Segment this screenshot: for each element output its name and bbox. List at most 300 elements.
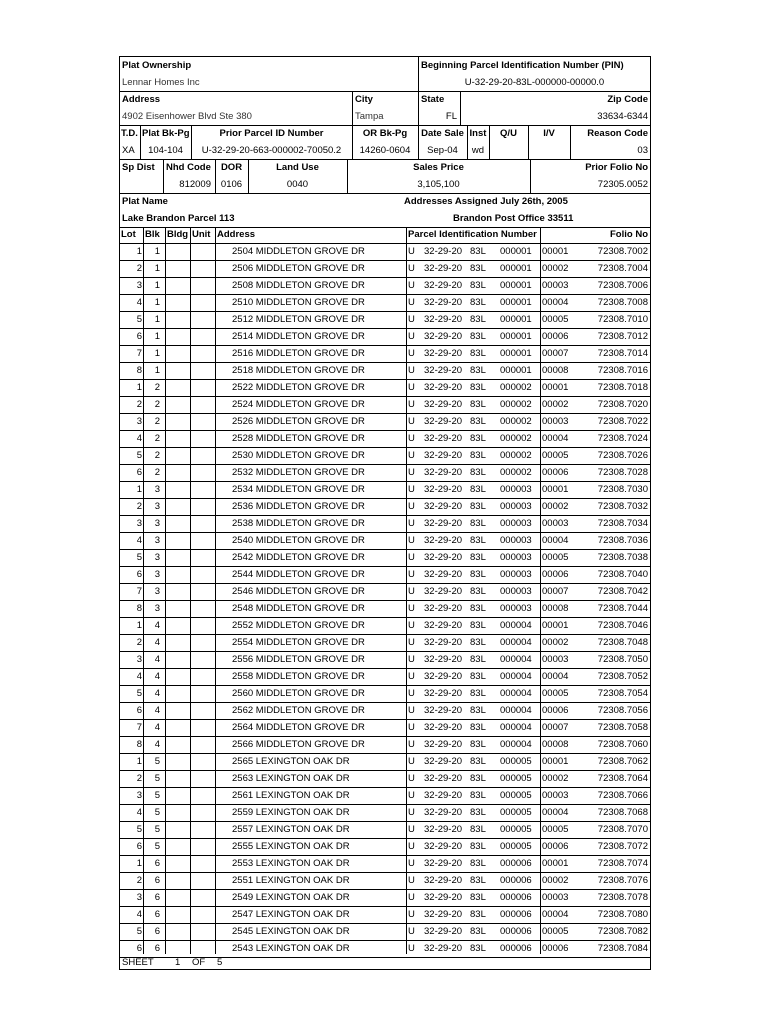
table-row	[120, 380, 650, 397]
cell-lot: 3	[136, 892, 142, 903]
cell-blk: 5	[154, 824, 160, 835]
sp-dist-label: Sp Dist	[122, 162, 155, 173]
cell-pin-u: U	[408, 348, 415, 359]
cell-folio: 72308.7084	[597, 943, 648, 954]
cell-pin-section: 32-29-20	[424, 382, 463, 393]
cell-pin-block: 000002	[500, 399, 532, 410]
cell-folio: 72308.7058	[597, 722, 648, 733]
cell-address: 2526 MIDDLETON GROVE DR	[232, 416, 365, 427]
cell-folio: 72308.7020	[597, 399, 648, 410]
cell-blk: 4	[154, 739, 160, 750]
col-blk: Blk	[145, 229, 160, 240]
cell-pin-section: 32-29-20	[424, 433, 463, 444]
cell-pin-u: U	[408, 263, 415, 274]
table-row	[120, 363, 650, 380]
cell-address: 2559 LEXINGTON OAK DR	[232, 807, 350, 818]
cell-pin-block: 000005	[500, 773, 532, 784]
cell-folio: 72308.7046	[597, 620, 648, 631]
sheet-number: 1	[175, 957, 181, 968]
plat-name-label: Plat Name	[122, 196, 168, 207]
cell-pin-u: U	[408, 433, 415, 444]
cell-pin-sub: 83L	[470, 382, 486, 393]
cell-pin-sub: 83L	[470, 450, 486, 461]
cell-pin-sub: 83L	[470, 824, 486, 835]
cell-pin-u: U	[408, 875, 415, 886]
cell-pin-block: 000003	[500, 501, 532, 512]
cell-pin-section: 32-29-20	[424, 246, 463, 257]
cell-pin-section: 32-29-20	[424, 484, 463, 495]
cell-pin-u: U	[408, 518, 415, 529]
cell-pin-u: U	[408, 671, 415, 682]
cell-address: 2554 MIDDLETON GROVE DR	[232, 637, 365, 648]
cell-pin-lot: 00003	[542, 654, 569, 665]
cell-pin-block: 000006	[500, 926, 532, 937]
col-address: Address	[217, 229, 256, 240]
table-row	[120, 635, 650, 652]
cell-address: 2518 MIDDLETON GROVE DR	[232, 365, 365, 376]
owner: Lennar Homes Inc	[122, 77, 200, 88]
table-row	[120, 533, 650, 550]
inst-label: Inst	[469, 128, 487, 139]
reason: 03	[637, 145, 648, 156]
cell-pin-block: 000001	[500, 365, 532, 376]
cell-pin-lot: 00005	[542, 926, 569, 937]
cell-pin-lot: 00003	[542, 518, 569, 529]
cell-pin-lot: 00005	[542, 824, 569, 835]
cell-pin-block: 000004	[500, 705, 532, 716]
cell-pin-block: 000004	[500, 620, 532, 631]
cell-pin-sub: 83L	[470, 773, 486, 784]
cell-blk: 1	[154, 246, 160, 257]
cell-folio: 72308.7076	[597, 875, 648, 886]
cell-pin-section: 32-29-20	[424, 467, 463, 478]
prior-parcel: U-32-29-20-663-000002-70050.2	[201, 145, 342, 156]
cell-pin-block: 000003	[500, 518, 532, 529]
cell-pin-u: U	[408, 909, 415, 920]
cell-address: 2530 MIDDLETON GROVE DR	[232, 450, 365, 461]
cell-address: 2556 MIDDLETON GROVE DR	[232, 654, 365, 665]
cell-pin-lot: 00004	[542, 807, 569, 818]
cell-blk: 3	[154, 535, 160, 546]
cell-lot: 5	[136, 926, 142, 937]
cell-pin-sub: 83L	[470, 858, 486, 869]
cell-folio: 72308.7006	[597, 280, 648, 291]
sales-price-label: Sales Price	[413, 162, 464, 173]
cell-address: 2538 MIDDLETON GROVE DR	[232, 518, 365, 529]
col-pin: Parcel Identification Number	[408, 229, 537, 240]
cell-pin-lot: 00004	[542, 909, 569, 920]
cell-address: 2504 MIDDLETON GROVE DR	[232, 246, 365, 257]
cell-lot: 3	[136, 654, 142, 665]
cell-pin-u: U	[408, 637, 415, 648]
cell-pin-section: 32-29-20	[424, 722, 463, 733]
cell-address: 2532 MIDDLETON GROVE DR	[232, 467, 365, 478]
cell-lot: 5	[136, 824, 142, 835]
nhd-label: Nhd Code	[166, 162, 211, 173]
city-label: City	[355, 94, 373, 105]
cell-pin-section: 32-29-20	[424, 688, 463, 699]
cell-pin-block: 000006	[500, 875, 532, 886]
cell-pin-section: 32-29-20	[424, 603, 463, 614]
cell-lot: 2	[136, 637, 142, 648]
cell-pin-u: U	[408, 807, 415, 818]
date-sale: Sep-04	[427, 145, 458, 156]
cell-address: 2545 LEXINGTON OAK DR	[232, 926, 350, 937]
cell-pin-block: 000004	[500, 688, 532, 699]
cell-pin-u: U	[408, 586, 415, 597]
table-row	[120, 737, 650, 754]
cell-folio: 72308.7016	[597, 365, 648, 376]
cell-folio: 72308.7042	[597, 586, 648, 597]
cell-pin-block: 000003	[500, 603, 532, 614]
cell-pin-lot: 00001	[542, 858, 569, 869]
cell-address: 2506 MIDDLETON GROVE DR	[232, 263, 365, 274]
cell-pin-block: 000001	[500, 348, 532, 359]
cell-folio: 72308.7066	[597, 790, 648, 801]
cell-pin-lot: 00004	[542, 433, 569, 444]
cell-pin-block: 000006	[500, 909, 532, 920]
td: XA	[122, 145, 135, 156]
cell-pin-block: 000002	[500, 467, 532, 478]
cell-blk: 1	[154, 331, 160, 342]
cell-blk: 6	[154, 858, 160, 869]
cell-pin-sub: 83L	[470, 314, 486, 325]
cell-pin-section: 32-29-20	[424, 569, 463, 580]
cell-lot: 3	[136, 518, 142, 529]
cell-lot: 6	[136, 705, 142, 716]
cell-folio: 72308.7062	[597, 756, 648, 767]
cell-pin-block: 000003	[500, 586, 532, 597]
cell-blk: 6	[154, 909, 160, 920]
cell-lot: 6	[136, 331, 142, 342]
cell-blk: 2	[154, 382, 160, 393]
zip: 33634-6344	[597, 111, 648, 122]
cell-blk: 2	[154, 416, 160, 427]
cell-blk: 4	[154, 688, 160, 699]
cell-blk: 1	[154, 314, 160, 325]
cell-folio: 72308.7082	[597, 926, 648, 937]
cell-pin-lot: 00008	[542, 365, 569, 376]
cell-pin-sub: 83L	[470, 603, 486, 614]
cell-pin-lot: 00004	[542, 297, 569, 308]
cell-pin-sub: 83L	[470, 518, 486, 529]
cell-pin-block: 000002	[500, 382, 532, 393]
cell-lot: 5	[136, 450, 142, 461]
cell-pin-u: U	[408, 824, 415, 835]
cell-pin-block: 000004	[500, 722, 532, 733]
cell-lot: 5	[136, 688, 142, 699]
table-row	[120, 244, 650, 261]
cell-pin-lot: 00007	[542, 722, 569, 733]
cell-pin-section: 32-29-20	[424, 518, 463, 529]
cell-blk: 4	[154, 722, 160, 733]
cell-folio: 72308.7004	[597, 263, 648, 274]
cell-pin-sub: 83L	[470, 926, 486, 937]
cell-blk: 6	[154, 943, 160, 954]
table-row	[120, 907, 650, 924]
cell-pin-section: 32-29-20	[424, 790, 463, 801]
td-label: T.D.	[121, 128, 138, 139]
cell-pin-sub: 83L	[470, 688, 486, 699]
cell-pin-lot: 00006	[542, 943, 569, 954]
cell-pin-lot: 00003	[542, 892, 569, 903]
cell-pin-sub: 83L	[470, 705, 486, 716]
prior-parcel-label: Prior Parcel ID Number	[219, 128, 324, 139]
cell-pin-lot: 00001	[542, 620, 569, 631]
cell-pin-sub: 83L	[470, 348, 486, 359]
cell-lot: 8	[136, 739, 142, 750]
cell-lot: 7	[136, 348, 142, 359]
cell-pin-lot: 00002	[542, 637, 569, 648]
cell-lot: 1	[136, 858, 142, 869]
cell-pin-block: 000004	[500, 637, 532, 648]
cell-lot: 2	[136, 263, 142, 274]
table-row	[120, 397, 650, 414]
table-row	[120, 924, 650, 941]
cell-pin-u: U	[408, 739, 415, 750]
cell-pin-block: 000001	[500, 263, 532, 274]
cell-pin-sub: 83L	[470, 535, 486, 546]
cell-folio: 72308.7008	[597, 297, 648, 308]
cell-pin-section: 32-29-20	[424, 824, 463, 835]
cell-pin-u: U	[408, 688, 415, 699]
cell-folio: 72308.7036	[597, 535, 648, 546]
cell-address: 2516 MIDDLETON GROVE DR	[232, 348, 365, 359]
cell-address: 2540 MIDDLETON GROVE DR	[232, 535, 365, 546]
cell-blk: 1	[154, 280, 160, 291]
cell-pin-block: 000005	[500, 790, 532, 801]
cell-pin-lot: 00002	[542, 501, 569, 512]
table-row	[120, 652, 650, 669]
cell-folio: 72308.7024	[597, 433, 648, 444]
cell-pin-lot: 00002	[542, 773, 569, 784]
reason-label: Reason Code	[587, 128, 648, 139]
table-row	[120, 771, 650, 788]
cell-pin-u: U	[408, 331, 415, 342]
cell-pin-lot: 00001	[542, 246, 569, 257]
cell-blk: 3	[154, 552, 160, 563]
table-row	[120, 839, 650, 856]
cell-pin-section: 32-29-20	[424, 297, 463, 308]
cell-lot: 6	[136, 943, 142, 954]
cell-blk: 3	[154, 586, 160, 597]
cell-pin-u: U	[408, 790, 415, 801]
table-row	[120, 890, 650, 907]
cell-blk: 2	[154, 433, 160, 444]
sheet-label: SHEET	[122, 957, 154, 968]
cell-pin-lot: 00002	[542, 875, 569, 886]
cell-folio: 72308.7010	[597, 314, 648, 325]
cell-pin-section: 32-29-20	[424, 756, 463, 767]
cell-lot: 3	[136, 416, 142, 427]
cell-pin-u: U	[408, 297, 415, 308]
cell-blk: 3	[154, 484, 160, 495]
of-label: OF	[192, 957, 206, 968]
table-row	[120, 720, 650, 737]
cell-folio: 72308.7002	[597, 246, 648, 257]
cell-folio: 72308.7026	[597, 450, 648, 461]
cell-lot: 2	[136, 501, 142, 512]
cell-folio: 72308.7040	[597, 569, 648, 580]
cell-pin-block: 000002	[500, 450, 532, 461]
cell-pin-u: U	[408, 943, 415, 954]
table-row	[120, 516, 650, 533]
table-row	[120, 278, 650, 295]
cell-address: 2528 MIDDLETON GROVE DR	[232, 433, 365, 444]
cell-pin-lot: 00003	[542, 416, 569, 427]
cell-folio: 72308.7014	[597, 348, 648, 359]
cell-address: 2561 LEXINGTON OAK DR	[232, 790, 350, 801]
cell-pin-section: 32-29-20	[424, 654, 463, 665]
cell-pin-sub: 83L	[470, 722, 486, 733]
cell-blk: 3	[154, 603, 160, 614]
cell-address: 2508 MIDDLETON GROVE DR	[232, 280, 365, 291]
cell-pin-sub: 83L	[470, 892, 486, 903]
cell-pin-section: 32-29-20	[424, 501, 463, 512]
table-row	[120, 805, 650, 822]
col-folio: Folio No	[610, 229, 648, 240]
table-row	[120, 499, 650, 516]
table-row	[120, 448, 650, 465]
cell-folio: 72308.7034	[597, 518, 648, 529]
table-row	[120, 601, 650, 618]
cell-blk: 1	[154, 263, 160, 274]
cell-blk: 1	[154, 348, 160, 359]
cell-lot: 4	[136, 807, 142, 818]
cell-folio: 72308.7070	[597, 824, 648, 835]
cell-lot: 7	[136, 722, 142, 733]
cell-pin-section: 32-29-20	[424, 365, 463, 376]
cell-address: 2557 LEXINGTON OAK DR	[232, 824, 350, 835]
cell-pin-u: U	[408, 365, 415, 376]
cell-pin-block: 000001	[500, 314, 532, 325]
cell-pin-block: 000004	[500, 671, 532, 682]
cell-pin-sub: 83L	[470, 484, 486, 495]
cell-blk: 1	[154, 365, 160, 376]
cell-folio: 72308.7072	[597, 841, 648, 852]
nhd: 812009	[179, 179, 211, 190]
cell-pin-u: U	[408, 246, 415, 257]
post-office: Brandon Post Office 33511	[453, 213, 574, 224]
cell-address: 2522 MIDDLETON GROVE DR	[232, 382, 365, 393]
cell-lot: 3	[136, 790, 142, 801]
cell-address: 2547 LEXINGTON OAK DR	[232, 909, 350, 920]
cell-folio: 72308.7052	[597, 671, 648, 682]
cell-pin-lot: 00004	[542, 535, 569, 546]
cell-blk: 3	[154, 518, 160, 529]
cell-address: 2544 MIDDLETON GROVE DR	[232, 569, 365, 580]
cell-pin-lot: 00005	[542, 450, 569, 461]
cell-pin-section: 32-29-20	[424, 875, 463, 886]
sheet-total: 5	[217, 957, 223, 968]
cell-pin-sub: 83L	[470, 620, 486, 631]
cell-folio: 72308.7048	[597, 637, 648, 648]
inst: wd	[471, 145, 485, 156]
cell-pin-block: 000001	[500, 331, 532, 342]
addresses-assigned: Addresses Assigned July 26th, 2005	[404, 196, 568, 207]
cell-pin-lot: 00006	[542, 569, 569, 580]
cell-pin-sub: 83L	[470, 280, 486, 291]
prior-folio: 72305.0052	[597, 179, 648, 190]
cell-address: 2564 MIDDLETON GROVE DR	[232, 722, 365, 733]
cell-folio: 72308.7028	[597, 467, 648, 478]
cell-blk: 2	[154, 399, 160, 410]
cell-pin-section: 32-29-20	[424, 552, 463, 563]
cell-lot: 1	[136, 756, 142, 767]
plat-ownership-label: Plat Ownership	[122, 60, 192, 71]
cell-blk: 5	[154, 841, 160, 852]
table-row	[120, 669, 650, 686]
cell-pin-section: 32-29-20	[424, 450, 463, 461]
cell-pin-lot: 00001	[542, 484, 569, 495]
cell-pin-section: 32-29-20	[424, 841, 463, 852]
cell-pin-block: 000002	[500, 433, 532, 444]
cell-lot: 6	[136, 841, 142, 852]
cell-pin-u: U	[408, 858, 415, 869]
sales-price: 3,105,100	[417, 179, 460, 190]
cell-pin-section: 32-29-20	[424, 280, 463, 291]
cell-pin-u: U	[408, 892, 415, 903]
qu-label: Q/U	[500, 128, 517, 139]
cell-pin-sub: 83L	[470, 671, 486, 682]
cell-lot: 7	[136, 586, 142, 597]
table-row	[120, 703, 650, 720]
or-bkpg: 14260-0604	[359, 145, 411, 156]
cell-folio: 72308.7044	[597, 603, 648, 614]
cell-folio: 72308.7078	[597, 892, 648, 903]
cell-blk: 5	[154, 807, 160, 818]
table-row	[120, 754, 650, 771]
cell-pin-u: U	[408, 314, 415, 325]
cell-pin-u: U	[408, 280, 415, 291]
cell-pin-lot: 00006	[542, 331, 569, 342]
cell-lot: 6	[136, 467, 142, 478]
cell-lot: 4	[136, 297, 142, 308]
cell-pin-u: U	[408, 535, 415, 546]
cell-address: 2549 LEXINGTON OAK DR	[232, 892, 350, 903]
cell-address: 2558 MIDDLETON GROVE DR	[232, 671, 365, 682]
cell-pin-u: U	[408, 467, 415, 478]
cell-pin-lot: 00007	[542, 348, 569, 359]
cell-pin-u: U	[408, 926, 415, 937]
cell-pin-lot: 00005	[542, 314, 569, 325]
cell-pin-sub: 83L	[470, 586, 486, 597]
cell-pin-u: U	[408, 569, 415, 580]
cell-pin-u: U	[408, 399, 415, 410]
cell-pin-block: 000005	[500, 807, 532, 818]
cell-pin-block: 000004	[500, 654, 532, 665]
cell-blk: 2	[154, 450, 160, 461]
table-row	[120, 856, 650, 873]
cell-pin-lot: 00008	[542, 739, 569, 750]
table-row	[120, 567, 650, 584]
cell-pin-section: 32-29-20	[424, 535, 463, 546]
table-row	[120, 873, 650, 890]
cell-folio: 72308.7012	[597, 331, 648, 342]
cell-pin-block: 000006	[500, 892, 532, 903]
cell-lot: 6	[136, 569, 142, 580]
cell-pin-section: 32-29-20	[424, 739, 463, 750]
cell-folio: 72308.7038	[597, 552, 648, 563]
cell-pin-lot: 00007	[542, 586, 569, 597]
cell-blk: 4	[154, 654, 160, 665]
cell-lot: 5	[136, 552, 142, 563]
cell-blk: 5	[154, 773, 160, 784]
cell-blk: 2	[154, 467, 160, 478]
cell-pin-sub: 83L	[470, 756, 486, 767]
cell-pin-sub: 83L	[470, 569, 486, 580]
cell-address: 2555 LEXINGTON OAK DR	[232, 841, 350, 852]
